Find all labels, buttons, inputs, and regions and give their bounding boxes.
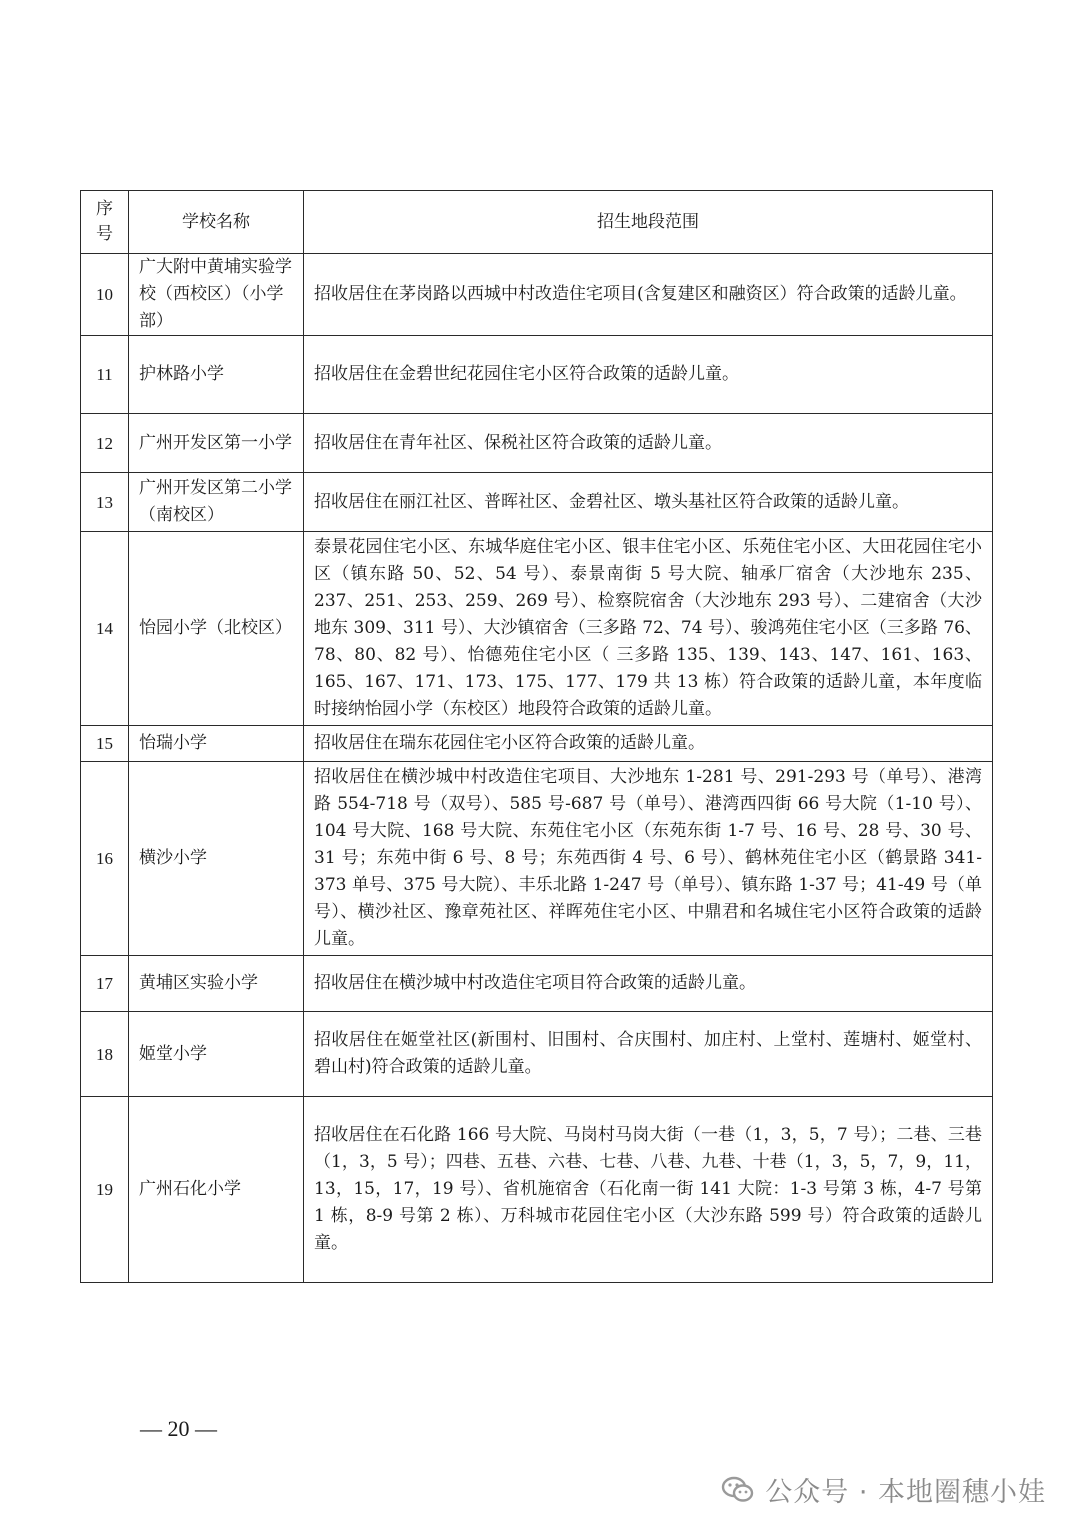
row-number: 14 — [81, 532, 129, 726]
school-name: 护林路小学 — [129, 336, 304, 414]
table-row — [81, 532, 993, 726]
enrollment-range: 招收居住在丽江社区、普晖社区、金碧社区、墩头基社区符合政策的适龄儿童。 — [304, 473, 993, 532]
enrollment-range: 招收居住在瑞东花园住宅小区符合政策的适龄儿童。 — [304, 726, 993, 762]
school-name: 黄埔区实验小学 — [129, 956, 304, 1012]
row-number: 16 — [81, 762, 129, 956]
header-enrollment-range: 招生地段范围 — [304, 191, 993, 254]
table-row — [81, 414, 993, 473]
row-number: 12 — [81, 414, 129, 473]
school-name: 广州开发区第二小学（南校区） — [129, 473, 304, 532]
row-number: 13 — [81, 473, 129, 532]
page-number: — 20 — — [140, 1416, 217, 1441]
table-row — [81, 762, 993, 956]
school-name: 横沙小学 — [129, 762, 304, 956]
table-row — [81, 1012, 993, 1097]
school-name: 姬堂小学 — [129, 1012, 304, 1097]
school-name: 怡园小学（北校区） — [129, 532, 304, 726]
header-serial-number — [81, 191, 129, 254]
header-school-name: 学校名称 — [129, 191, 304, 254]
school-name: 广州石化小学 — [129, 1097, 304, 1283]
table-row — [81, 336, 993, 414]
enrollment-range: 招收居住在石化路 166 号大院、马岗村马岗大街（一巷（1，3，5，7 号）；二巷、三巷（1，3，5 号）；四巷、五巷、六巷、七巷、八巷、九巷、十巷（1，3，5，7，9，11，13，15，17，19 号）、省机施宿舍（石化南一街 141 大院：1-3 号第 3 栋，4-7 号第 1 栋，8-9 号第 2 栋）、万科城市花园住宅小区（大沙东路 599 号）符合政策的适龄儿童。 — [304, 1097, 993, 1283]
wechat-official-account-icon — [721, 1475, 755, 1505]
row-number: 17 — [81, 956, 129, 1012]
table-header-row — [81, 191, 993, 254]
enrollment-zone-table — [80, 190, 993, 1283]
school-name: 广大附中黄埔实验学校（西校区）（小学部） — [129, 254, 304, 336]
watermark — [721, 1470, 1046, 1509]
enrollment-range: 招收居住在茅岗路以西城中村改造住宅项目(含复建区和融资区）符合政策的适龄儿童。 — [304, 254, 993, 336]
row-number: 19 — [81, 1097, 129, 1283]
enrollment-range: 招收居住在横沙城中村改造住宅项目、大沙地东 1-281 号、291-293 号（单号）、港湾路 554-718 号（双号）、585 号-687 号（单号）、港湾西四街 66 号大院（1-10 号）、104 号大院、168 号大院、东苑住宅小区（东苑东街 1-7 号、16 号、28 号、30 号、31 号；东苑中街 6 号、8 号；东苑西街 4 号、6 号）、鹤林苑住宅小区（鹤景路 341-373 单号、375 号大院）、丰乐北路 1-247 号（单号）、镇东路 1-37 号；41-49 号（单号）、横沙社区、豫章苑社区、祥晖苑住宅小区、中鼎君和名城住宅小区符合政策的适龄儿童。 — [304, 762, 993, 956]
table-row — [81, 726, 993, 762]
header-serial-number-label: 序号 — [96, 198, 113, 244]
watermark-text: 公众号 · 本地圈穗小娃 — [765, 1477, 1046, 1508]
row-number: 15 — [81, 726, 129, 762]
row-number: 11 — [81, 336, 129, 414]
enrollment-range: 招收居住在青年社区、保税社区符合政策的适龄儿童。 — [304, 414, 993, 473]
table-row — [81, 956, 993, 1012]
table-row — [81, 473, 993, 532]
school-name: 广州开发区第一小学 — [129, 414, 304, 473]
enrollment-range: 招收居住在姬堂社区(新围村、旧围村、合庆围村、加庄村、上堂村、莲塘村、姬堂村、碧山村)符合政策的适龄儿童。 — [304, 1012, 993, 1097]
enrollment-range: 招收居住在横沙城中村改造住宅项目符合政策的适龄儿童。 — [304, 956, 993, 1012]
row-number: 10 — [81, 254, 129, 336]
school-name: 怡瑞小学 — [129, 726, 304, 762]
table-row — [81, 1097, 993, 1283]
table-row — [81, 254, 993, 336]
enrollment-range: 招收居住在金碧世纪花园住宅小区符合政策的适龄儿童。 — [304, 336, 993, 414]
row-number: 18 — [81, 1012, 129, 1097]
enrollment-range: 泰景花园住宅小区、东城华庭住宅小区、银丰住宅小区、乐苑住宅小区、大田花园住宅小区（镇东路 50、52、54 号）、泰景南街 5 号大院、轴承厂宿舍（大沙地东 235、237、251、253、259、269 号）、检察院宿舍（大沙地东 293 号）、二建宿舍（大沙地东 309、311 号）、大沙镇宿舍（三多路 72、74 号）、骏鸿苑住宅小区（三多路 76、78、80、82 号）、怡德苑住宅小区（ 三多路 135、139、143、147、161、163、165、167、171、173、175、177、179 共 13 栋）符合政策的适龄儿童，本年度临时接纳怡园小学（东校区）地段符合政策的适龄儿童。 — [304, 532, 993, 726]
